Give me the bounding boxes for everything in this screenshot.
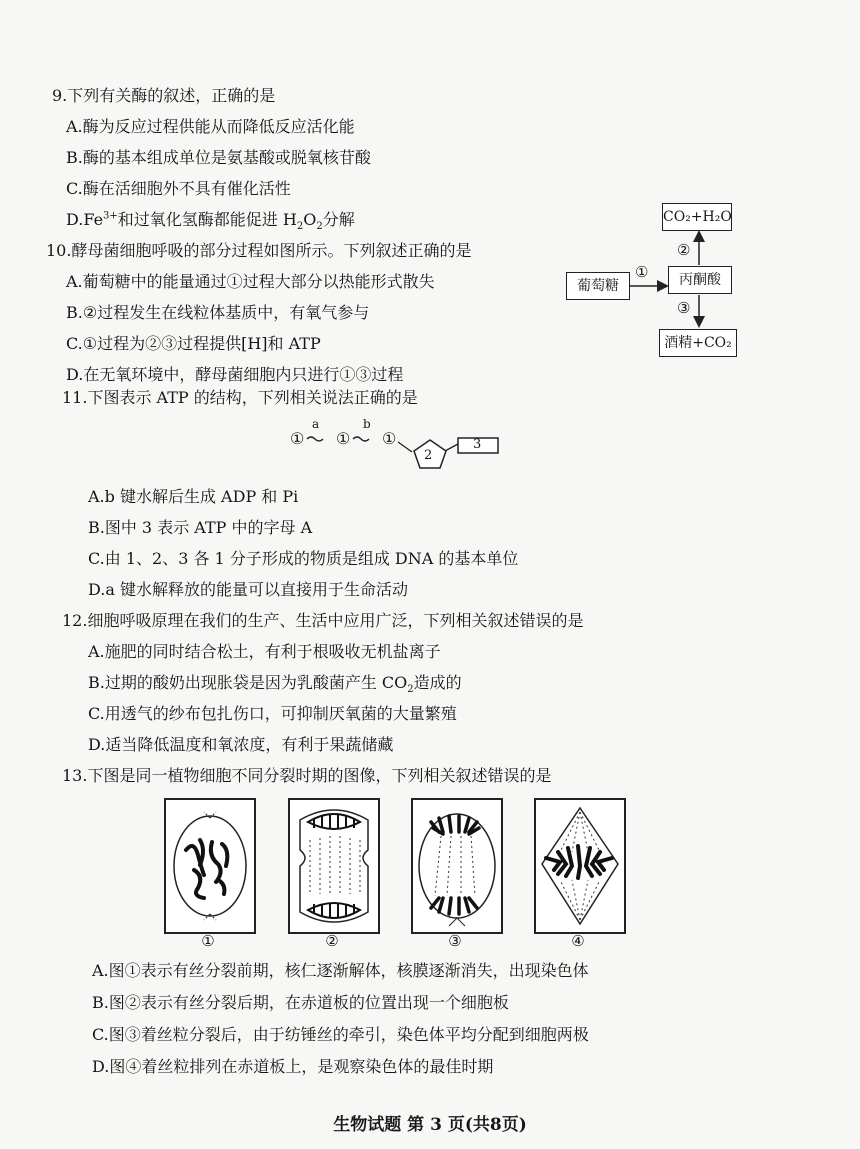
- anaphase-cell-drawing: [413, 800, 501, 932]
- base-label: 3: [473, 437, 482, 452]
- phosphate-3: ①: [382, 429, 397, 448]
- telophase-cell-drawing: [290, 800, 378, 932]
- product-co2-h2o-box: CO₂+H₂O: [662, 203, 732, 231]
- q12-option-a: A.施肥的同时结合松土，有利于根吸收无机盐离子: [88, 642, 441, 661]
- pyruvate-box: 丙酮酸: [668, 266, 732, 294]
- cell-label-2: ②: [325, 932, 339, 950]
- cell-image-2: [288, 798, 380, 934]
- cell-label-1: ①: [201, 932, 215, 950]
- q10-option-c: C.①过程为②③过程提供[H]和 ATP: [66, 334, 321, 353]
- q10-stem: 10.酵母菌细胞呼吸的部分过程如图所示。下列叙述正确的是: [46, 241, 472, 260]
- sugar-label: 2: [424, 448, 433, 463]
- q13-option-d: D.图④着丝粒排列在赤道板上，是观察染色体的最佳时期: [92, 1057, 494, 1076]
- q12-option-b: B.过期的酸奶出现胀袋是因为乳酸菌产生 $CO_2$造成的: [88, 673, 462, 696]
- q11-option-a: A.b 键水解后生成 ADP 和 Pi: [88, 487, 299, 506]
- cell-label-4: ④: [571, 932, 585, 950]
- q13-option-a: A.图①表示有丝分裂前期，核仁逐渐解体，核膜逐渐消失，出现染色体: [92, 961, 589, 980]
- product-ethanol-co2-box: 酒精+CO₂: [659, 329, 737, 357]
- respiration-arrows: [560, 195, 760, 370]
- q9-option-b: B.酶的基本组成单位是氨基酸或脱氧核苷酸: [66, 148, 371, 167]
- q10-option-d: D.在无氧环境中，酵母菌细胞内只进行①③过程: [66, 365, 404, 384]
- q9-option-d: $D.Fe^{3+}$和过氧化氢酶都能促进 $H_2O_2$分解: [66, 210, 355, 233]
- q11-stem: 11.下图表示 ATP 的结构，下列相关说法正确的是: [62, 388, 418, 407]
- q10-option-b: B.②过程发生在线粒体基质中，有氧气参与: [66, 303, 370, 322]
- cell-image-1: [164, 798, 256, 934]
- atp-structure-diagram: [290, 418, 510, 470]
- q10-option-a: A.葡萄糖中的能量通过①过程大部分以热能形式散失: [66, 272, 435, 291]
- bond-b-label: b: [363, 417, 371, 431]
- q9-option-c: C.酶在活细胞外不具有催化活性: [66, 179, 291, 198]
- q9-option-a: A.酶为反应过程供能从而降低反应活化能: [66, 117, 355, 136]
- q13-option-c: C.图③着丝粒分裂后，由于纺锤丝的牵引，染色体平均分配到细胞两极: [92, 1025, 589, 1044]
- prophase-cell-drawing: [166, 800, 254, 932]
- q11-option-b: B.图中 3 表示 ATP 中的字母 A: [88, 518, 313, 537]
- step-1-label: ①: [635, 263, 649, 281]
- cell-image-3: [411, 798, 503, 934]
- q12-option-c: C.用透气的纱布包扎伤口，可抑制厌氧菌的大量繁殖: [88, 704, 457, 723]
- metaphase-cell-drawing: [536, 800, 624, 932]
- cell-image-4: [534, 798, 626, 934]
- bond-a-label: a: [312, 417, 320, 431]
- phosphate-2: ①: [336, 429, 351, 448]
- page-footer: 生物试题 第 3 页(共8页): [333, 1115, 527, 1135]
- q13-stem: 13.下图是同一植物细胞不同分裂时期的图像，下列相关叙述错误的是: [62, 766, 552, 785]
- q11-option-d: D.a 键水解释放的能量可以直接用于生命活动: [88, 580, 408, 599]
- q13-option-b: B.图②表示有丝分裂后期，在赤道板的位置出现一个细胞板: [92, 993, 509, 1012]
- q11-option-c: C.由 1、2、3 各 1 分子形成的物质是组成 DNA 的基本单位: [88, 549, 519, 568]
- cell-label-3: ③: [448, 932, 462, 950]
- step-2-label: ②: [677, 241, 691, 259]
- q12-stem: 12.细胞呼吸原理在我们的生产、生活中应用广泛，下列相关叙述错误的是: [62, 611, 584, 630]
- q9-stem: 9.下列有关酶的叙述，正确的是: [52, 86, 276, 105]
- step-3-label: ③: [677, 299, 691, 317]
- glucose-box: 葡萄糖: [566, 272, 630, 300]
- phosphate-1: ①: [290, 429, 305, 448]
- q12-option-d: D.适当降低温度和氧浓度，有利于果蔬储藏: [88, 735, 394, 754]
